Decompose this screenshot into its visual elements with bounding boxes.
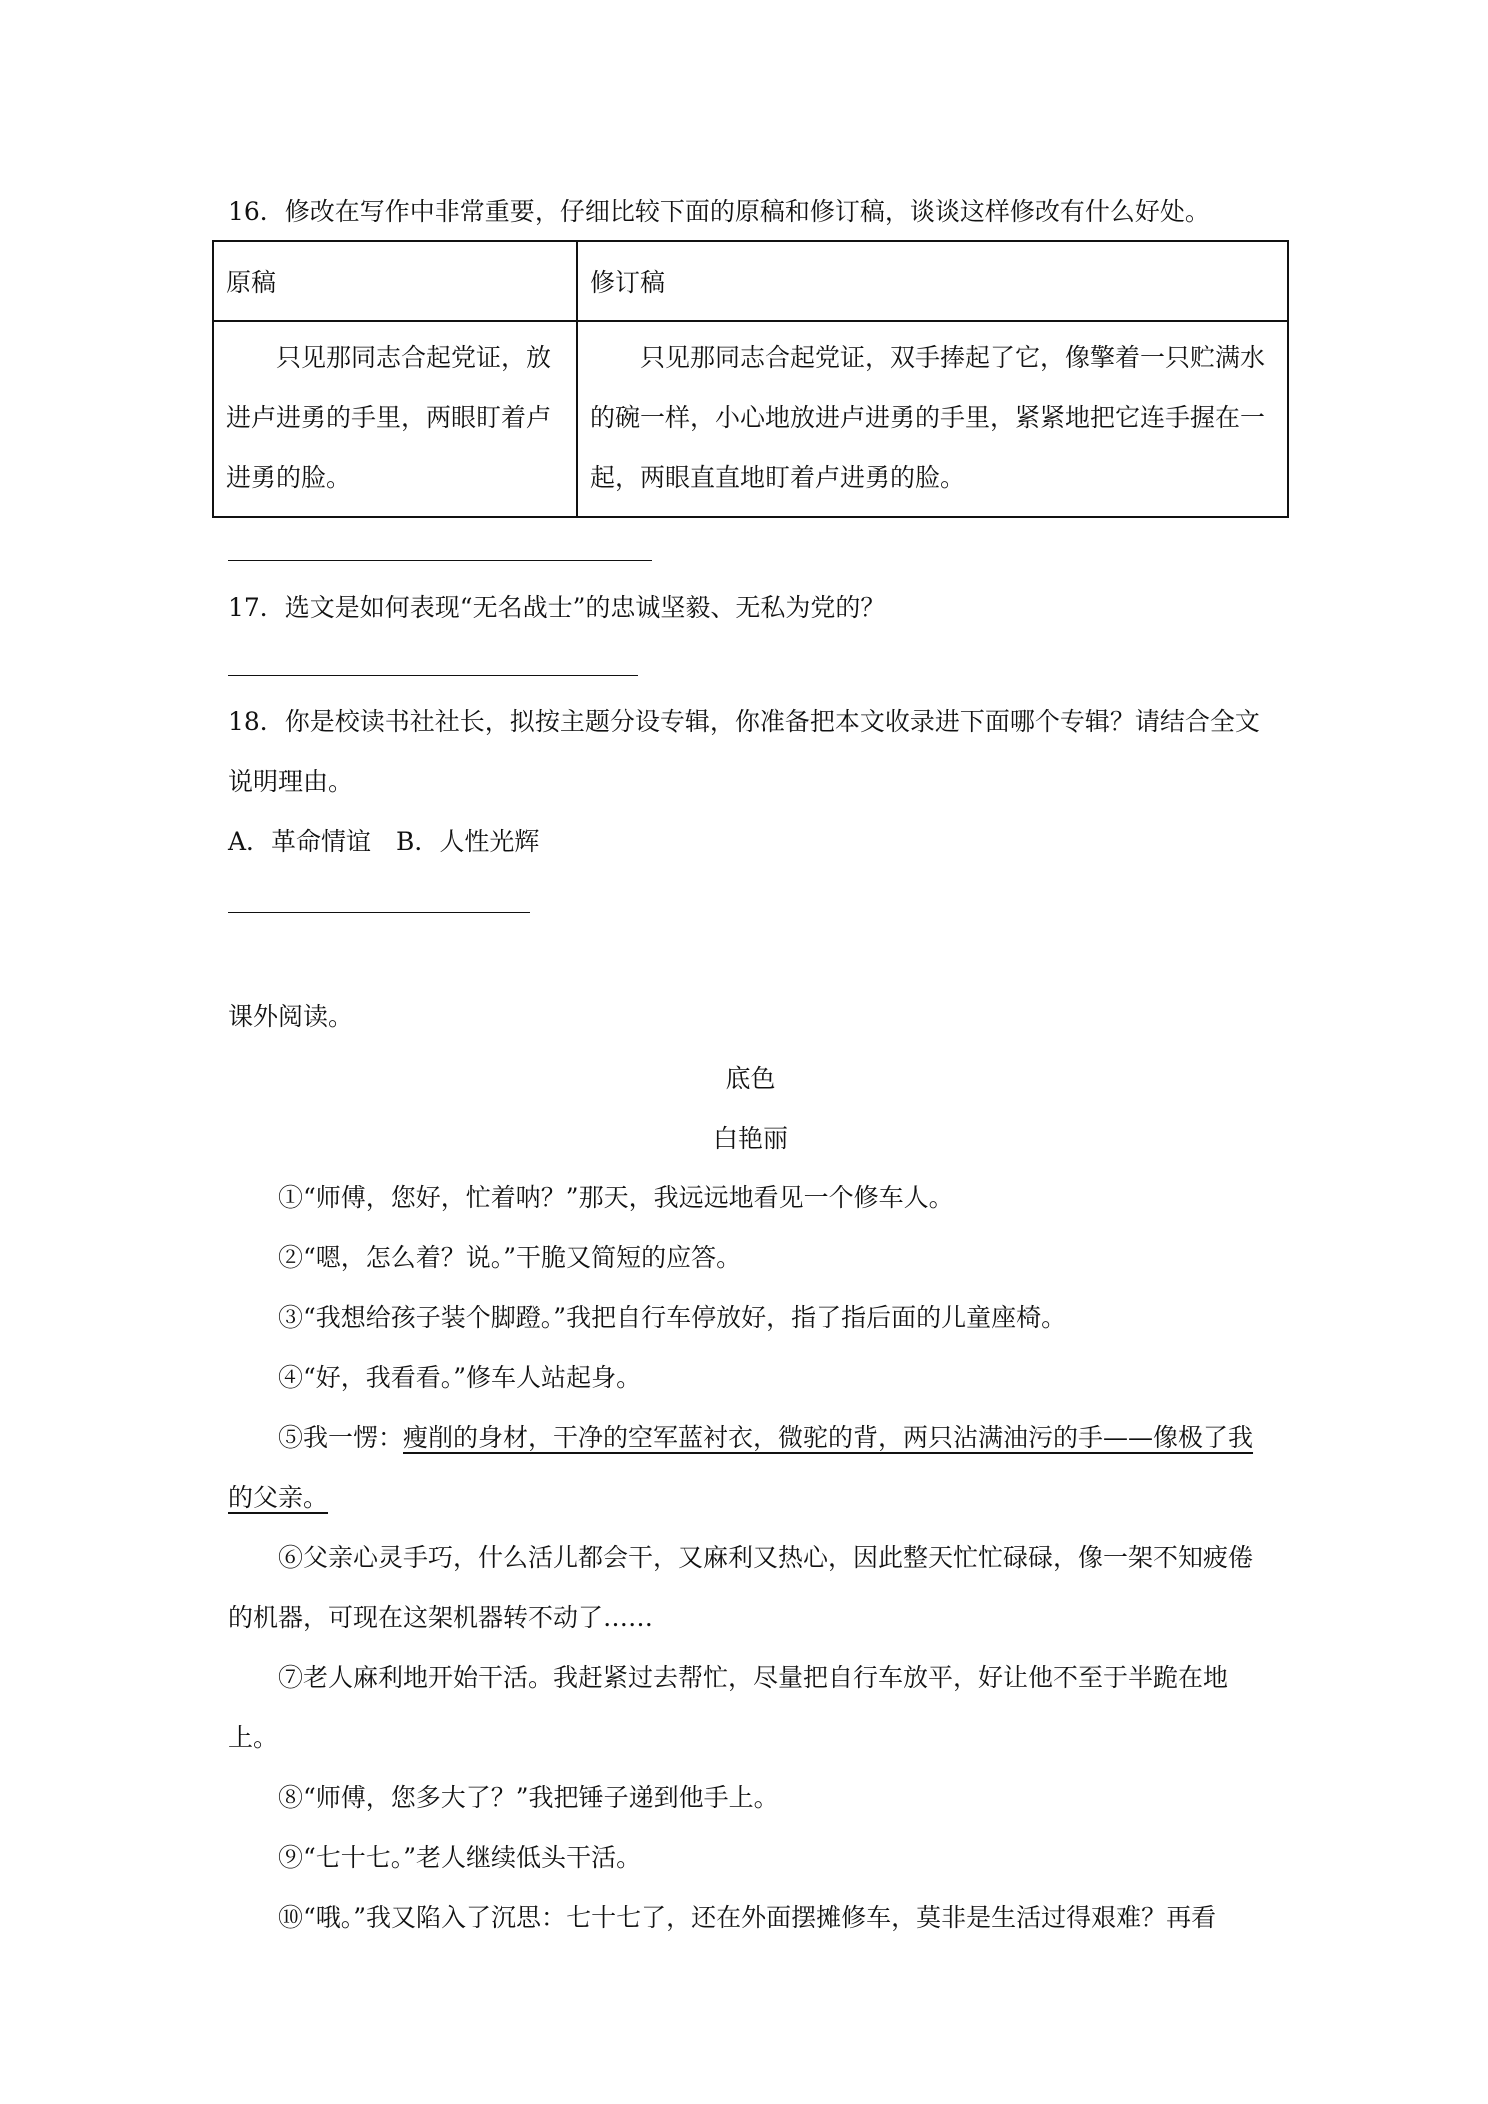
- paragraph-10: ⑩“哦。”我又陷入了沉思：七十七了，还在外面摆摊修车，莫非是生活过得艰难？再看: [278, 1903, 1217, 1932]
- cell-revised: [577, 321, 1288, 517]
- paragraph-2: ②“嗯，怎么着？说。”干脆又简短的应答。: [278, 1243, 742, 1272]
- paragraph-5-underlined: 瘦削的身材，干净的空军蓝衬衣，微驼的背，两只沾满油污的手——像极了我的父亲。: [228, 1423, 1254, 1512]
- paragraph-3: ③“我想给孩子装个脚蹬。”我把自行车停放好，指了指后面的儿童座椅。: [278, 1303, 1067, 1332]
- paragraph-5-lead: ⑤我一愣：: [278, 1423, 404, 1452]
- answer-line-18[interactable]: [228, 912, 530, 913]
- question-16-prompt: 16．修改在写作中非常重要，仔细比较下面的原稿和修订稿，谈谈这样修改有什么好处。: [228, 197, 1210, 226]
- revised-text: 只见那同志合起党证，双手捧起了它，像擎着一只贮满水的碗一样，小心地放进卢进勇的手里，紧紧地把它连手握在一起，两眼直直地盯着卢进勇的脸。: [590, 343, 1266, 492]
- paragraph-1: ①“师傅，您好，忙着呐？”那天，我远远地看见一个修车人。: [278, 1183, 954, 1212]
- article-author: 白艳丽: [712, 1124, 788, 1153]
- header-revised: 修订稿: [577, 241, 1288, 321]
- question-18-prompt: 18．你是校读书社社长，拟按主题分设专辑，你准备把本文收录进下面哪个专辑？请结合全文说明理由。: [228, 707, 1260, 796]
- question-17-prompt: 17．选文是如何表现“无名战士”的忠诚坚毅、无私为党的？: [228, 593, 886, 622]
- paragraph-4: ④“好，我看看。”修车人站起身。: [278, 1363, 642, 1392]
- header-original: 原稿: [213, 241, 577, 321]
- table-row: [213, 321, 1288, 517]
- answer-line-17[interactable]: [228, 675, 638, 676]
- paragraph-7: ⑦老人麻利地开始干活。我赶紧过去帮忙，尽量把自行车放平，好让他不至于半跪在地上。: [228, 1663, 1229, 1752]
- paragraph-5: [228, 1408, 1273, 1528]
- table-header-row: [213, 241, 1288, 321]
- article-title: 底色: [725, 1064, 776, 1093]
- original-text: 只见那同志合起党证，放进卢进勇的手里，两眼盯着卢进勇的脸。: [226, 343, 552, 492]
- section-label: 课外阅读。: [228, 1002, 354, 1031]
- paragraph-9: ⑨“七十七。”老人继续低头干活。: [278, 1843, 642, 1872]
- question-18-options: A．革命情谊 B．人性光辉: [228, 827, 540, 856]
- paragraph-6: ⑥父亲心灵手巧，什么活儿都会干，又麻利又热心，因此整天忙忙碌碌，像一架不知疲倦的机器，可现在这架机器转不动了……: [228, 1543, 1254, 1632]
- paragraph-8: ⑧“师傅，您多大了？”我把锤子递到他手上。: [278, 1783, 779, 1812]
- comparison-table: [212, 240, 1289, 518]
- cell-original: [213, 321, 577, 517]
- answer-line-16[interactable]: [228, 560, 652, 561]
